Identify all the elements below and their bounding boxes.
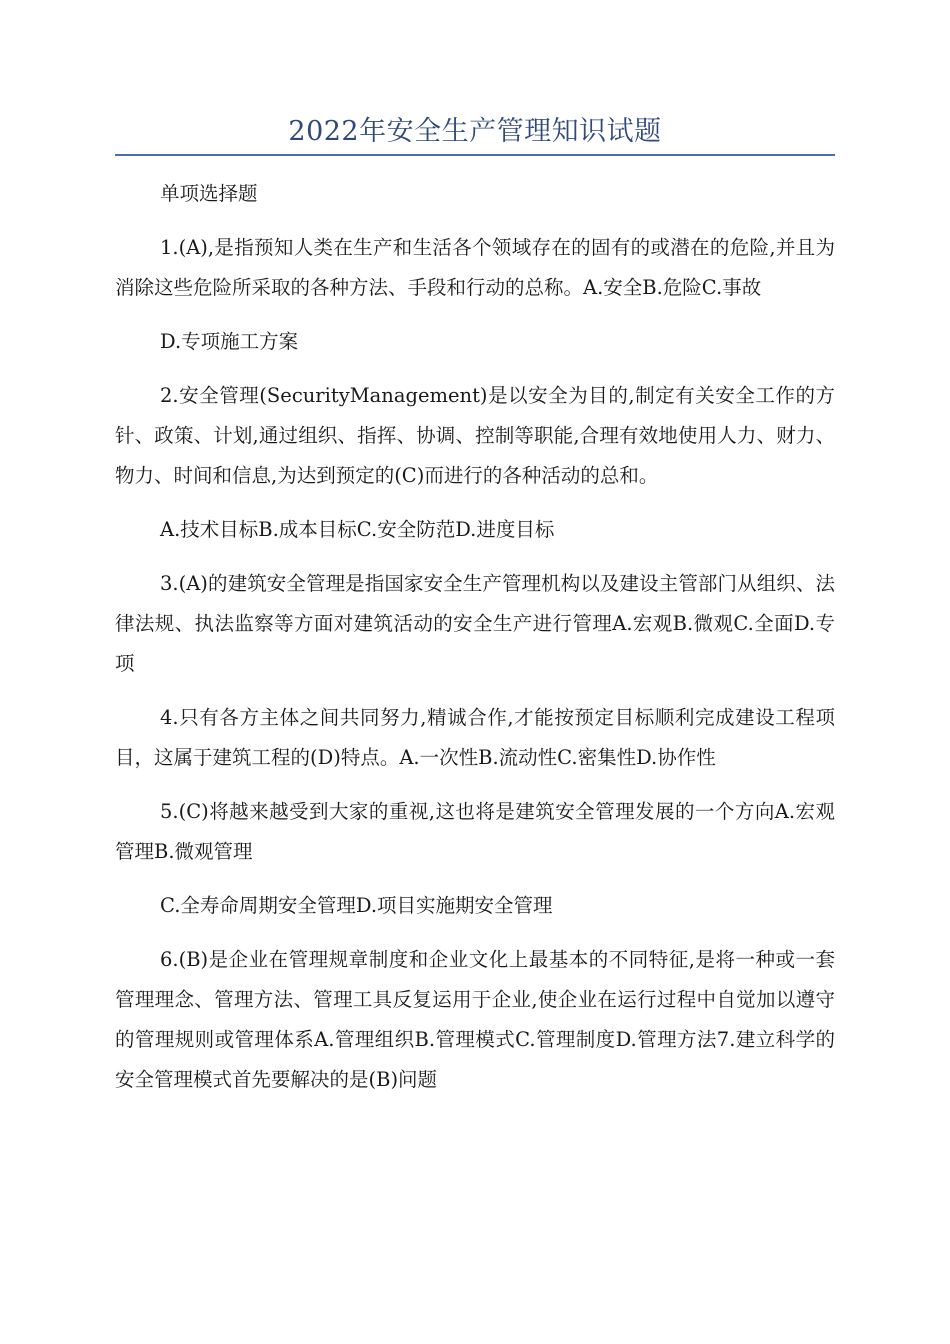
- question-6-7: 6.(B)是企业在管理规章制度和企业文化上最基本的不同特征,是将一种或一套管理理念、管理方法、管理工具反复运用于企业,使企业在运行过程中自觉加以遵守的管理规则或管理体系A.管理组织B.管理模式C.管理制度D.管理方法7.建立科学的安全管理模式首先要解决的是(B)问题: [115, 948, 835, 1091]
- document-title: 2022年安全生产管理知识试题: [288, 116, 662, 147]
- question-4: 4.只有各方主体之间共同努力,精诚合作,才能按预定目标顺利完成建设工程项目，这属于建筑工程的(D)特点。A.一次性B.流动性C.密集性D.协作性: [115, 706, 835, 769]
- question-5-options: C.全寿命周期安全管理D.项目实施期安全管理: [160, 894, 553, 917]
- question-5: 5.(C)将越来越受到大家的重视,这也将是建筑安全管理发展的一个方向A.宏观管理B.微观管理: [115, 800, 835, 863]
- document-body: [115, 174, 835, 1114]
- question-2-options: A.技术目标B.成本目标C.安全防范D.进度目标: [160, 518, 555, 541]
- question-1-option-d: D.专项施工方案: [160, 330, 299, 353]
- title-underline: [115, 154, 835, 156]
- question-3: 3.(A)的建筑安全管理是指国家安全生产管理机构以及建设主管部门从组织、法律法规、执法监察等方面对建筑活动的安全生产进行管理A.宏观B.微观C.全面D.专项: [115, 572, 835, 675]
- section-heading: 单项选择题: [160, 182, 258, 205]
- question-2: 2.安全管理(SecurityManagement)是以安全为目的,制定有关安全工作的方针、政策、计划,通过组织、指挥、协调、控制等职能,合理有效地使用人力、财力、物力、时间和信息,为达到预定的(C)而进行的各种活动的总和。: [115, 384, 835, 487]
- question-1: 1.(A),是指预知人类在生产和生活各个领域存在的固有的或潜在的危险,并且为消除这些危险所采取的各种方法、手段和行动的总称。A.安全B.危险C.事故: [115, 236, 835, 299]
